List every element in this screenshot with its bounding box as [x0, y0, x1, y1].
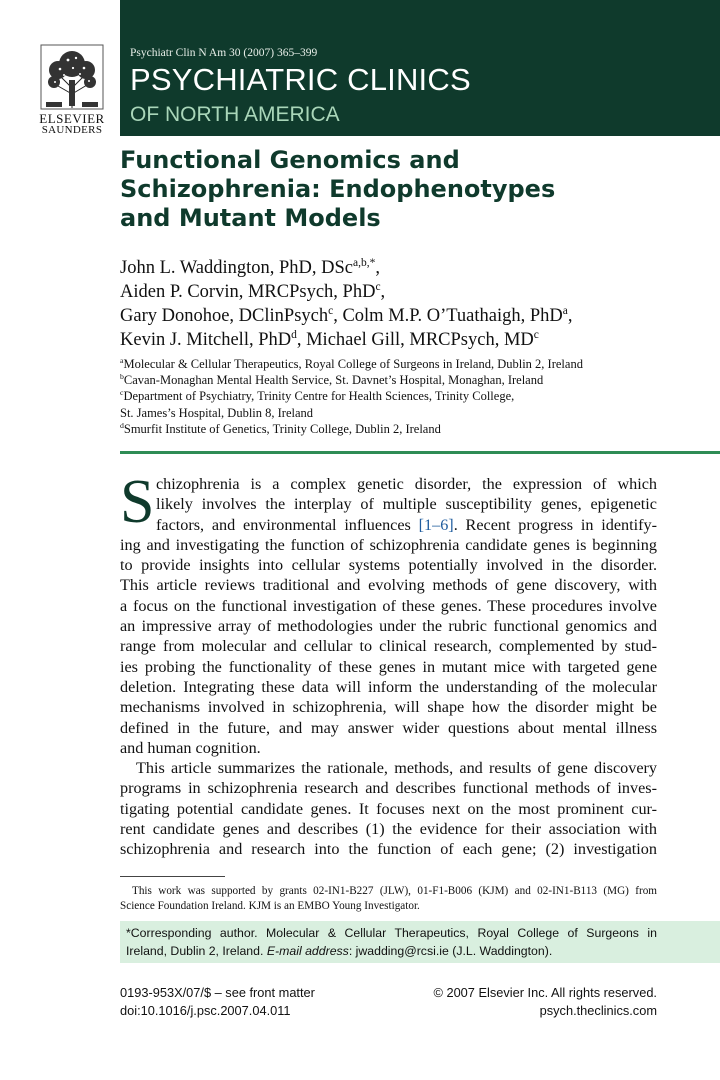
author-line: [120, 328, 680, 352]
affiliation: [120, 356, 680, 372]
body-line: tigating potential candidate genes. It focuses next on the most prominent cur-: [120, 799, 657, 818]
funding-line: Science Foundation Ireland. KJM is an EMBO Young Investigator.: [120, 900, 420, 912]
journal-header: [120, 0, 720, 136]
body-line: likely involves the interplay of multiple susceptibility genes, epigenetic: [156, 495, 657, 514]
body-line: ing and investigating the function of schizophrenia candidate genes is beginning: [120, 535, 657, 554]
correspondence-line: *Corresponding author. Molecular & Cellular Therapeutics, Royal College of Surgeons in: [126, 926, 657, 940]
author-separator: ,: [375, 258, 380, 278]
affiliation-mark: b: [120, 372, 124, 382]
author-separator: ,: [380, 282, 386, 302]
body-line: [120, 515, 657, 535]
affiliation-mark: d: [120, 420, 124, 430]
affiliation: [120, 372, 680, 388]
body-line: defined in the future, and may answer wider questions about mental illness: [120, 718, 657, 737]
body-line: a focus on the functional investigation of these genes. These procedures involve: [120, 596, 657, 615]
body-line: an impressive array of methodologies under the rubric functional genomics and: [120, 617, 657, 636]
doi-link[interactable]: doi:10.1016/j.psc.2007.04.011: [120, 1002, 291, 1018]
article-title: [120, 146, 660, 233]
affiliation-mark: c: [120, 388, 124, 398]
title-line: and Mutant Models: [120, 204, 381, 232]
author-name: Aiden P. Corvin, MRCPsych, PhD: [120, 282, 376, 302]
publisher-name: ELSEVIER: [39, 111, 105, 126]
email-address[interactable]: : jwadding@rcsi.ie (J.L. Waddington).: [348, 944, 553, 958]
drop-cap: S: [120, 468, 155, 536]
affiliation-text: Cavan-Monaghan Mental Health Service, St. Davnet’s Hospital, Monaghan, Ireland: [123, 373, 544, 388]
affiliation-list: [120, 356, 680, 437]
body-line: range from molecular and cellular to clinical research, complemented by stud-: [120, 637, 657, 656]
author-name: Gary Donohoe, DClinPsych: [120, 306, 329, 326]
elsevier-tree-icon: [40, 44, 104, 110]
title-line: Functional Genomics and: [120, 146, 460, 174]
affiliation-text: Department of Psychiatry, Trinity Centre for Health Sciences, Trinity College,: [123, 389, 515, 404]
affiliation: [120, 405, 680, 421]
body-line: mechanisms involved in schizophrenia, will shape how the disorder might be: [120, 698, 657, 717]
affiliation: [120, 388, 680, 404]
funding-note: [120, 884, 657, 914]
author-separator: ,: [567, 306, 573, 326]
author-name: John L. Waddington, PhD, DSc: [120, 258, 354, 278]
body-line: schizophrenia and research into the function of each gene; (2) investigation: [120, 840, 657, 859]
publisher-logo: [36, 44, 108, 136]
body-line: rent candidate genes and describes (1) the evidence for their association with: [120, 820, 657, 839]
author-affiliation-mark: a: [562, 304, 568, 317]
affiliation-text: Smurfit Institute of Genetics, Trinity College, Dublin 2, Ireland: [123, 421, 441, 436]
author-line: [120, 280, 680, 304]
journal-website-link[interactable]: psych.theclinics.com: [539, 1002, 657, 1018]
body-line: and human cognition.: [120, 738, 261, 757]
citation-link[interactable]: [1–6]: [418, 515, 454, 534]
body-line: to provide insights into cellular systems potentially involved in the disorder.: [120, 556, 657, 575]
copyright: © 2007 Elsevier Inc. All rights reserved.: [433, 985, 657, 1000]
body-text-span: factors, and environmental influences: [156, 515, 411, 534]
body-line: chizophrenia is a complex genetic disorder, the expression of which: [156, 475, 657, 493]
journal-name: PSYCHIATRIC CLINICS: [130, 62, 471, 97]
body-line: This article summarizes the rationale, methods, and results of gene discovery: [136, 759, 657, 778]
section-divider: [120, 451, 720, 454]
author-line: [120, 304, 680, 328]
correspondence-note: [126, 924, 657, 960]
author-affiliation-mark: a,b,*: [353, 256, 376, 269]
body-line: ies probing the functionality of these genes in mutant mice with targeted gene: [120, 657, 657, 676]
author-affiliation-mark: d: [291, 328, 297, 341]
author-list: [120, 256, 680, 352]
footnote-divider: [120, 876, 225, 877]
author-name: Kevin J. Mitchell, PhD: [120, 330, 292, 350]
email-label: E-mail address: [266, 944, 349, 958]
publisher-imprint: SAUNDERS: [41, 124, 103, 136]
affiliation-text: Molecular & Cellular Therapeutics, Royal College of Surgeons in Ireland, Dublin 2, Ireland: [123, 357, 583, 371]
author-name: , Colm M.P. O’Tuathaigh, PhD: [333, 306, 563, 326]
author-name: , Michael Gill, MRCPsych, MD: [296, 330, 534, 350]
body-line: deletion. Integrating these data will inform the understanding of the molecular: [120, 677, 657, 696]
author-affiliation-mark: c: [328, 304, 334, 317]
body-line: This article reviews traditional and evolving methods of gene discovery, with: [120, 576, 657, 595]
journal-subname: OF NORTH AMERICA: [130, 103, 340, 126]
title-line: Schizophrenia: Endophenotypes: [120, 175, 556, 203]
affiliation-mark: a: [120, 355, 124, 365]
funding-line: This work was supported by grants 02-IN1-B227 (JLW), 01-F1-B006 (KJM) and 02-IN1-B113 (MG) from: [132, 885, 657, 897]
correspondence-line: [126, 942, 657, 960]
affiliation-text: St. James’s Hospital, Dublin 8, Ireland: [120, 405, 314, 420]
footer-left: [120, 984, 315, 1019]
body-line: programs in schizophrenia research and describes functional methods of inves-: [120, 779, 657, 798]
author-line: [120, 256, 680, 280]
affiliation: [120, 421, 680, 437]
correspondence-text: Ireland, Dublin 2, Ireland.: [126, 944, 267, 958]
author-affiliation-mark: c: [375, 280, 381, 293]
body-text-span: . Recent progress in identify-: [453, 515, 658, 534]
author-affiliation-mark: c: [533, 328, 539, 341]
footer-right: [433, 984, 657, 1019]
issn: 0193-953X/07/$ – see front matter: [120, 985, 315, 1000]
article-body: [120, 468, 658, 860]
journal-citation: Psychiatr Clin N Am 30 (2007) 365–399: [130, 47, 318, 59]
